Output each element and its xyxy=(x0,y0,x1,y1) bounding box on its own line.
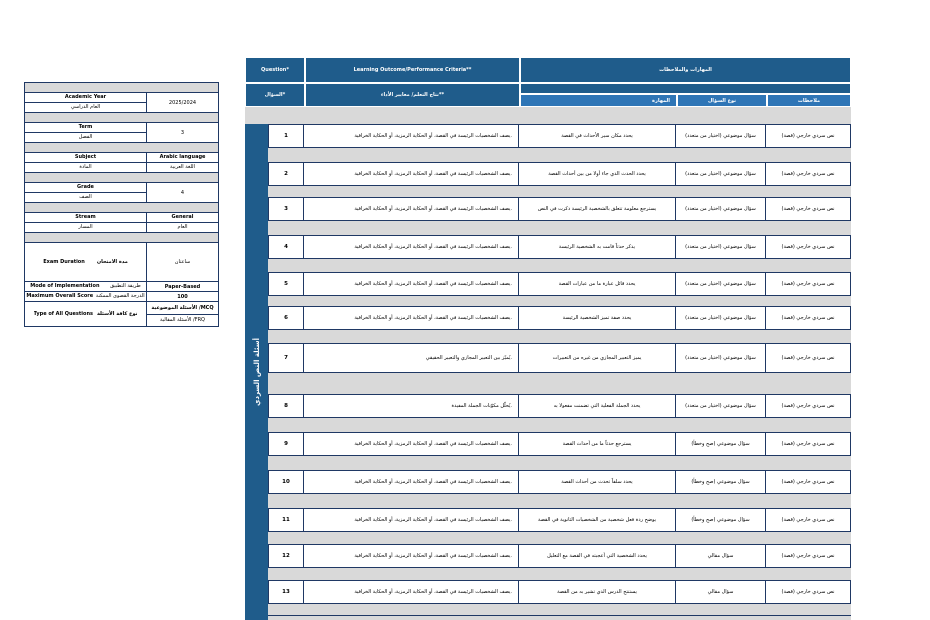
info-exam-duration xyxy=(25,243,218,282)
table-row xyxy=(268,124,851,148)
separator-band xyxy=(245,456,851,470)
info-spacer xyxy=(25,203,218,213)
info-spacer xyxy=(25,113,218,123)
max-score-label-ar: الدرجة القصوى الممكنة xyxy=(95,293,145,299)
separator-band xyxy=(245,568,851,580)
exam-info-table xyxy=(24,82,219,327)
info-spacer xyxy=(25,83,218,93)
skill-cell: يسترجع معلومة تتعلق بالشخصية الرئيسة ذكرت في النص xyxy=(519,197,676,221)
question-number: 7 xyxy=(268,343,304,373)
learning-outcome: يصف الشخصيات الرئيسة في القصة، أو الحكاية الرمزية، أو الحكاية الخرافية. xyxy=(304,235,519,259)
separator-band xyxy=(245,296,851,306)
question-number: 5 xyxy=(268,272,304,296)
notes-cell: نص سردي خارجي (قصة) xyxy=(766,197,851,221)
table-row xyxy=(268,162,851,186)
skill-cell: يحدد صفة تميز الشخصية الرئيسة xyxy=(519,306,676,330)
types-value-frq: الأسئلة المقالية /FRQ xyxy=(160,317,205,323)
notes-cell: نص سردي خارجي (قصة) xyxy=(766,432,851,456)
table-row xyxy=(268,580,851,604)
stream-label-ar: المسار xyxy=(78,224,93,230)
notes-cell: نص سردي خارجي (قصة) xyxy=(766,124,851,148)
question-type-cell: سؤال موضوعي (اختيار من متعدد) xyxy=(676,162,766,186)
types-label-ar: نوع كافة الأسئلة xyxy=(96,310,138,317)
skill-cell: يحدد قائل عبارة ما من عبارات القصة xyxy=(519,272,676,296)
question-type-cell: سؤال موضوعي (اختيار من متعدد) xyxy=(676,272,766,296)
question-type-cell: سؤال موضوعي (اختيار من متعدد) xyxy=(676,124,766,148)
notes-cell: نص سردي خارجي (قصة) xyxy=(766,470,851,494)
separator-band xyxy=(245,148,851,162)
exam-duration-label-en: Exam Duration xyxy=(43,258,85,265)
stream-value-en: General xyxy=(147,213,218,223)
table-row xyxy=(268,343,851,373)
notes-cell: نص سردي خارجي (قصة) xyxy=(766,235,851,259)
info-mode xyxy=(25,282,218,292)
question-type-cell: سؤال موضوعي (صح وخطأ) xyxy=(676,470,766,494)
learning-outcome: يصف الشخصيات الرئيسة في القصة، أو الحكاية الرمزية، أو الحكاية الخرافية. xyxy=(304,470,519,494)
question-number: 6 xyxy=(268,306,304,330)
info-subject xyxy=(25,153,218,173)
learning-outcome: يُميّز بين التعبير المجازي والتعبير الحقيقي. xyxy=(304,343,519,373)
learning-outcome: يصف الشخصيات الرئيسة في القصة، أو الحكاية الرمزية، أو الحكاية الخرافية. xyxy=(304,197,519,221)
learning-outcome: يصف الشخصيات الرئيسة في القصة، أو الحكاية الرمزية، أو الحكاية الخرافية. xyxy=(304,162,519,186)
info-term xyxy=(25,123,218,143)
stream-value-ar: العام xyxy=(177,224,188,230)
learning-outcome: يصف الشخصيات الرئيسة في القصة، أو الحكاية الرمزية، أو الحكاية الخرافية. xyxy=(304,580,519,604)
header-skills-group: المهارات والملاحظات xyxy=(520,57,851,83)
separator-band xyxy=(245,373,851,394)
notes-cell: نص سردي خارجي (قصة) xyxy=(766,343,851,373)
stream-label-en: Stream xyxy=(25,213,146,223)
question-number: 2 xyxy=(268,162,304,186)
table-row xyxy=(268,235,851,259)
info-spacer xyxy=(25,233,218,243)
question-type-cell: سؤال موضوعي (اختيار من متعدد) xyxy=(676,235,766,259)
question-number: 11 xyxy=(268,508,304,532)
grade-label-ar: الصف xyxy=(79,194,92,200)
academic-year-value: 2025/2024 xyxy=(168,99,197,106)
header-outcome-ar: نتاج التعلم/ معايير الأداء** xyxy=(305,83,520,107)
question-type-cell: سؤال موضوعي (اختيار من متعدد) xyxy=(676,306,766,330)
exam-duration-value: ساعتان xyxy=(174,259,191,265)
separator-band xyxy=(245,494,851,508)
mode-value: Paper-Based xyxy=(164,283,201,290)
question-number: 1 xyxy=(268,124,304,148)
academic-year-label-ar: العام الدراسي xyxy=(70,104,101,110)
learning-outcome: يصف الشخصيات الرئيسة في القصة، أو الحكاية الرمزية، أو الحكاية الخرافية. xyxy=(304,124,519,148)
section-label-text: أسئلة النص السردي xyxy=(252,337,261,407)
notes-cell: نص سردي خارجي (قصة) xyxy=(766,580,851,604)
max-score-value: 100 xyxy=(177,293,188,300)
skill-cell: يوضح ردة فعل شخصية من الشخصيات الثانوية في القصة xyxy=(519,508,676,532)
skill-cell: يميز التعبير المجازي من غيره من التعبيرات xyxy=(519,343,676,373)
skill-cell: يحدد سلفاً تحدث من أحداث القصة xyxy=(519,470,676,494)
notes-cell: نص سردي خارجي (قصة) xyxy=(766,508,851,532)
term-label-ar: الفصل xyxy=(78,134,93,140)
separator-band xyxy=(245,418,851,432)
question-type-cell: سؤال مقالي xyxy=(676,544,766,568)
max-score-label-en: Maximum Overall Score xyxy=(26,293,94,299)
question-number: 10 xyxy=(268,470,304,494)
separator-band xyxy=(245,186,851,197)
term-label-en: Term xyxy=(25,123,146,133)
table-row xyxy=(268,197,851,221)
question-type-cell: سؤال موضوعي (اختيار من متعدد) xyxy=(676,394,766,418)
skill-cell: يذكر حدثاً قامت به الشخصية الرئيسة xyxy=(519,235,676,259)
learning-outcome: يُحلّل مكوّنات الجملة المفيدة. xyxy=(304,394,519,418)
separator-band xyxy=(245,532,851,544)
subject-label-en: Subject xyxy=(25,153,146,163)
question-type-cell: سؤال موضوعي (اختيار من متعدد) xyxy=(676,343,766,373)
table-row xyxy=(268,508,851,532)
question-number: 8 xyxy=(268,394,304,418)
separator-band xyxy=(245,259,851,272)
header-question-type: نوع السؤال xyxy=(677,94,767,107)
table-row xyxy=(268,432,851,456)
mode-label-ar: طريقة التطبيق xyxy=(110,283,141,289)
table-row xyxy=(268,306,851,330)
header-question-en: Question* xyxy=(245,57,305,83)
skill-cell: يسترجع حدثاً ما من أحداث القصة xyxy=(519,432,676,456)
question-type-cell: سؤال موضوعي (صح وخطأ) xyxy=(676,508,766,532)
subject-value-ar: اللغة العربية xyxy=(170,164,195,170)
info-stream xyxy=(25,213,218,233)
table-row xyxy=(268,394,851,418)
learning-outcome: يصف الشخصيات الرئيسة في القصة، أو الحكاية الرمزية، أو الحكاية الخرافية. xyxy=(304,508,519,532)
subject-label-ar: المادة xyxy=(79,164,92,170)
subject-value-en: Arabic language xyxy=(147,153,218,163)
header-outcome-en: Learning Outcome/Performance Criteria** xyxy=(305,57,520,83)
separator-band xyxy=(245,330,851,343)
learning-outcome: يصف الشخصيات الرئيسة في القصة، أو الحكاية الرمزية، أو الحكاية الخرافية. xyxy=(304,272,519,296)
table-row xyxy=(268,544,851,568)
header-question-ar: السؤال* xyxy=(245,83,305,107)
question-type-cell: سؤال موضوعي (صح وخطأ) xyxy=(676,432,766,456)
table-row xyxy=(268,470,851,494)
learning-outcome: يصف الشخصيات الرئيسة في القصة، أو الحكاية الرمزية، أو الحكاية الخرافية. xyxy=(304,544,519,568)
notes-cell: نص سردي خارجي (قصة) xyxy=(766,162,851,186)
learning-outcome: يصف الشخصيات الرئيسة في القصة، أو الحكاية الرمزية، أو الحكاية الخرافية. xyxy=(304,306,519,330)
types-label-en: Type of All Questions xyxy=(33,310,93,317)
academic-year-label-en: Academic Year xyxy=(25,93,146,103)
separator-band xyxy=(245,221,851,235)
grade-label-en: Grade xyxy=(25,183,146,193)
question-number: 12 xyxy=(268,544,304,568)
learning-outcome: يصف الشخصيات الرئيسة في القصة، أو الحكاية الرمزية، أو الحكاية الخرافية. xyxy=(304,432,519,456)
notes-cell: نص سردي خارجي (قصة) xyxy=(766,544,851,568)
info-question-types xyxy=(25,302,218,326)
section-label xyxy=(245,124,268,620)
info-max-score xyxy=(25,292,218,302)
question-number: 4 xyxy=(268,235,304,259)
question-number: 9 xyxy=(268,432,304,456)
notes-cell: نص سردي خارجي (قصة) xyxy=(766,306,851,330)
skill-cell: يحدد الشخصية التي أعجبته في القصة مع التعليل xyxy=(519,544,676,568)
question-number: 3 xyxy=(268,197,304,221)
header-skill: المهارة xyxy=(520,94,677,107)
next-row-edge xyxy=(268,615,851,620)
info-academic-year xyxy=(25,93,218,113)
separator-band xyxy=(245,107,851,124)
question-number: 13 xyxy=(268,580,304,604)
skill-cell: يحدد الجملة الفعلية التي تضمنت مفعولا به xyxy=(519,394,676,418)
exam-duration-label-ar: مدة الامتحان xyxy=(96,258,128,265)
types-value-mcq: الأسئلة الموضوعية /MCQ xyxy=(147,302,218,315)
info-grade xyxy=(25,183,218,203)
term-value: 3 xyxy=(180,129,185,136)
header-notes: ملاحظات xyxy=(767,94,851,107)
notes-cell: نص سردي خارجي (قصة) xyxy=(766,394,851,418)
specification-table xyxy=(245,57,851,620)
header-skills-spacer xyxy=(520,83,851,94)
skill-cell: يحدد مكان سير الأحداث في القصة xyxy=(519,124,676,148)
question-type-cell: سؤال موضوعي (اختيار من متعدد) xyxy=(676,197,766,221)
skill-cell: يستنتج الدرس الذي تشير به من القصة xyxy=(519,580,676,604)
question-type-cell: سؤال مقالي xyxy=(676,580,766,604)
skill-cell: يحدد الحدث الذي جاء أولا من بين أحداث القصة xyxy=(519,162,676,186)
table-row xyxy=(268,272,851,296)
info-spacer xyxy=(25,143,218,153)
grade-value: 4 xyxy=(180,189,185,196)
mode-label-en: Mode of Implementation xyxy=(30,283,100,289)
info-spacer xyxy=(25,173,218,183)
notes-cell: نص سردي خارجي (قصة) xyxy=(766,272,851,296)
